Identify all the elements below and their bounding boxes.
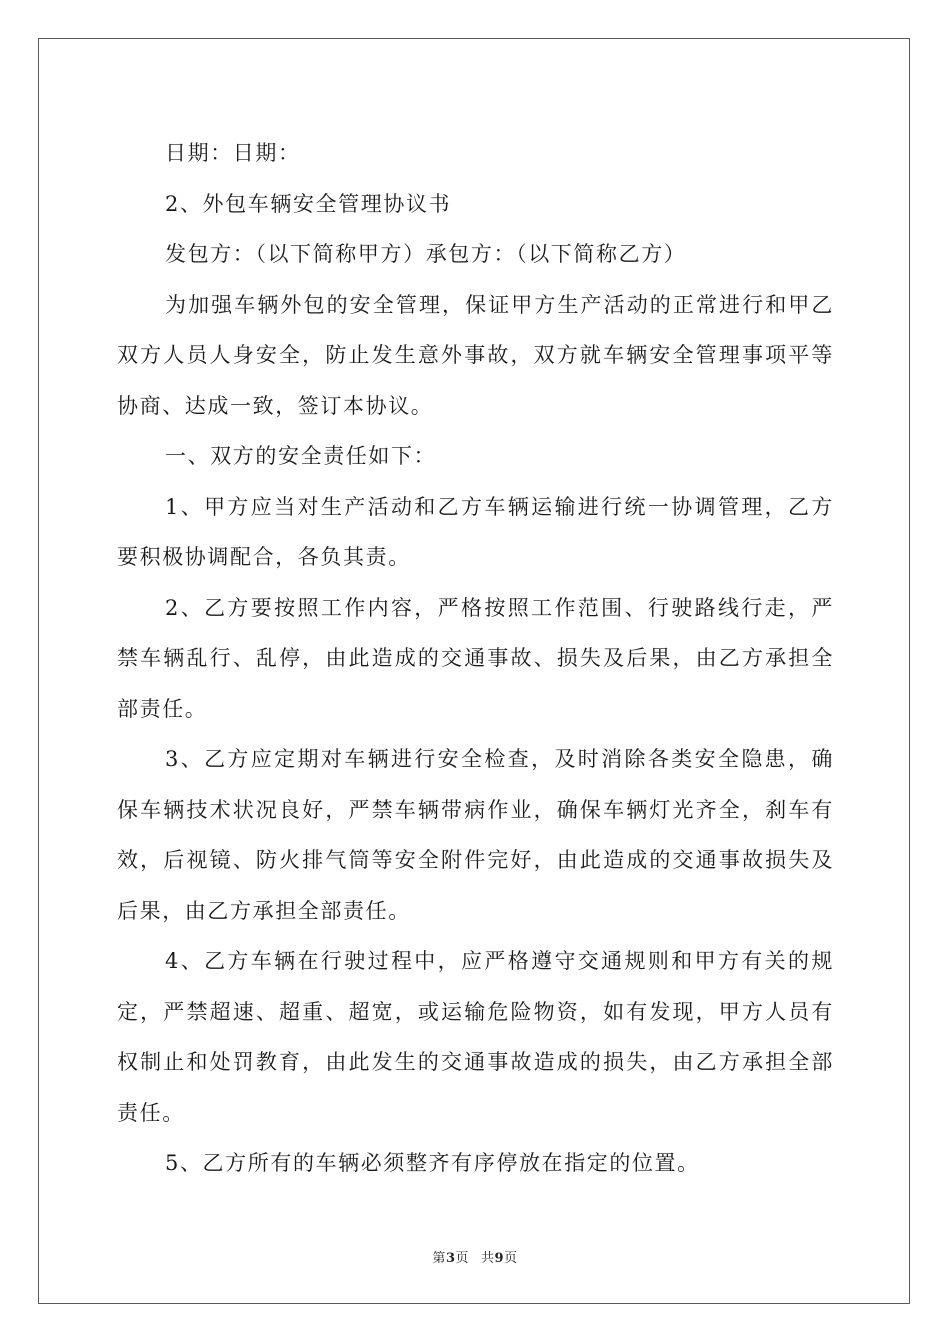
- clause-2: 2、乙方要按照工作内容，严格按照工作范围、行驶路线行走，严禁车辆乱行、乱停，由此造成的交通事故、损失及后果，由乙方承担全部责任。: [117, 595, 834, 721]
- date-line: 日期：日期：: [165, 141, 301, 165]
- document-body: [117, 128, 834, 1189]
- section-heading: 一、双方的安全责任如下：: [165, 444, 437, 468]
- current-page-number: 3: [445, 1251, 456, 1266]
- preamble-paragraph: 为加强车辆外包的安全管理，保证甲方生产活动的正常进行和甲乙双方人员人身安全，防止发生意外事故，双方就车辆安全管理事项平等协商、达成一致，签订本协议。: [117, 292, 834, 418]
- clause-1: 1、甲方应当对生产活动和乙方车辆运输进行统一协调管理，乙方要积极协调配合，各负其责。: [117, 494, 834, 569]
- total-page-count: 9: [494, 1251, 505, 1266]
- clause-4: 4、乙方车辆在行驶过程中，应严格遵守交通规则和甲方有关的规定，严禁超速、超重、超宽，或运输危险物资，如有发现，甲方人员有权制止和处罚教育，由此发生的交通事故造成的损失，由乙方承担全部责任。: [117, 949, 834, 1125]
- page-suffix: 页: [455, 1251, 469, 1266]
- page-prefix: 第: [432, 1251, 446, 1266]
- page-footer: [0, 1247, 950, 1266]
- agreement-title: 2、外包车辆安全管理协议书: [165, 191, 452, 216]
- total-suffix: 页: [504, 1251, 518, 1266]
- clause-3: 3、乙方应定期对车辆进行安全检查，及时消除各类安全隐患，确保车辆技术状况良好，严禁车辆带病作业，确保车辆灯光齐全，刹车有效，后视镜、防火排气筒等安全附件完好，由此造成的交通事故损失及后果，由乙方承担全部责任。: [117, 747, 834, 923]
- clause-5: 5、乙方所有的车辆必须整齐有序停放在指定的位置。: [165, 1151, 700, 1175]
- parties-line: 发包方：（以下简称甲方）承包方：（以下简称乙方）: [165, 242, 687, 266]
- total-prefix: 共: [481, 1251, 495, 1266]
